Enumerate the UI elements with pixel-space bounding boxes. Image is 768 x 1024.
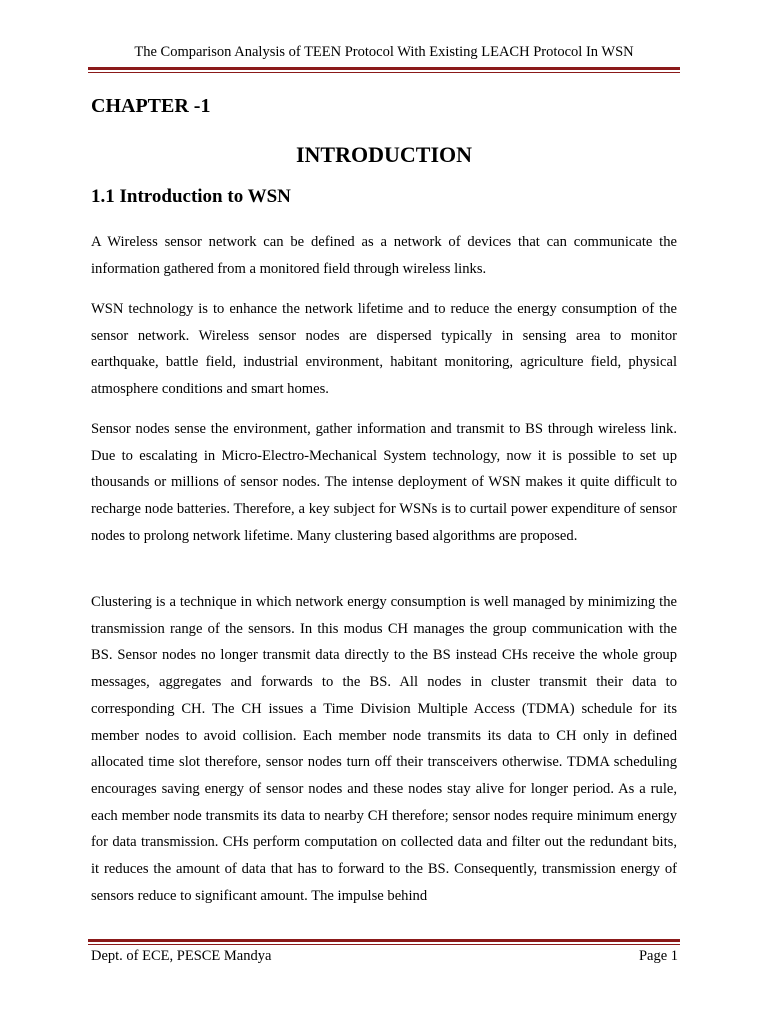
chapter-label: CHAPTER -1 [91, 95, 211, 117]
footer-department: Dept. of ECE, PESCE Mandya [91, 948, 272, 964]
header-rule-thick [88, 67, 680, 70]
paragraph: Sensor nodes sense the environment, gather information and transmit to BS through wireless link. Due to escalating in Micro-Electro-Mechanical System technology, now it is possible to set up thousands or millions of sensor nodes. The intense deployment of WSN makes it quite difficult to recharge node batteries. Therefore, a key subject for WSNs is to curtail power expenditure of sensor nodes to prolong network lifetime. Many clustering based algorithms are proposed. [91, 421, 677, 544]
chapter-heading: INTRODUCTION [295, 142, 473, 167]
subsection-heading: 1.1 Introduction to WSN [91, 186, 291, 207]
page-number: Page 1 [638, 948, 678, 964]
paragraph: A Wireless sensor network can be defined as a network of devices that can communicate the information gathered from a monitored field through wireless links. [91, 234, 677, 277]
paragraph: WSN technology is to enhance the network lifetime and to reduce the energy consumption of the sensor network. Wireless sensor nodes are dispersed typically in sensing area to monitor earthquake, battle field, industrial environment, habitant monitoring, agriculture field, physical atmosphere conditions and smart homes. [91, 301, 677, 398]
running-header: The Comparison Analysis of TEEN Protocol With Existing LEACH Protocol In WSN [134, 44, 634, 60]
header-rule-thin [88, 72, 680, 73]
footer-rule-thick [88, 939, 680, 942]
paragraph: Clustering is a technique in which network energy consumption is well managed by minimizing the transmission range of the sensors. In this modus CH manages the group communication with the BS. Sensor nodes no longer transmit data directly to the BS instead CHs receive the whole group messages, aggregates and forwards to the BS. All nodes in cluster transmit their data to corresponding CH. The CH issues a Time Division Multiple Access (TDMA) schedule for its member nodes to avoid collision. Each member node transmits its data to CH only in defined allocated time slot therefore, sensor nodes turn off their transceivers otherwise. TDMA scheduling encourages saving energy of sensor nodes and these nodes stay alive for longer period. As a rule, each member node transmits its data to nearby CH therefore; sensor nodes require minimum energy for data transmission. CHs perform computation on collected data and filter out the redundant bits, it reduces the amount of data that has to forward to the BS. Consequently, transmission energy of sensors reduce to significant amount. The impulse behind [91, 594, 677, 904]
body-text [91, 229, 677, 904]
footer-rule-thin [88, 944, 680, 945]
